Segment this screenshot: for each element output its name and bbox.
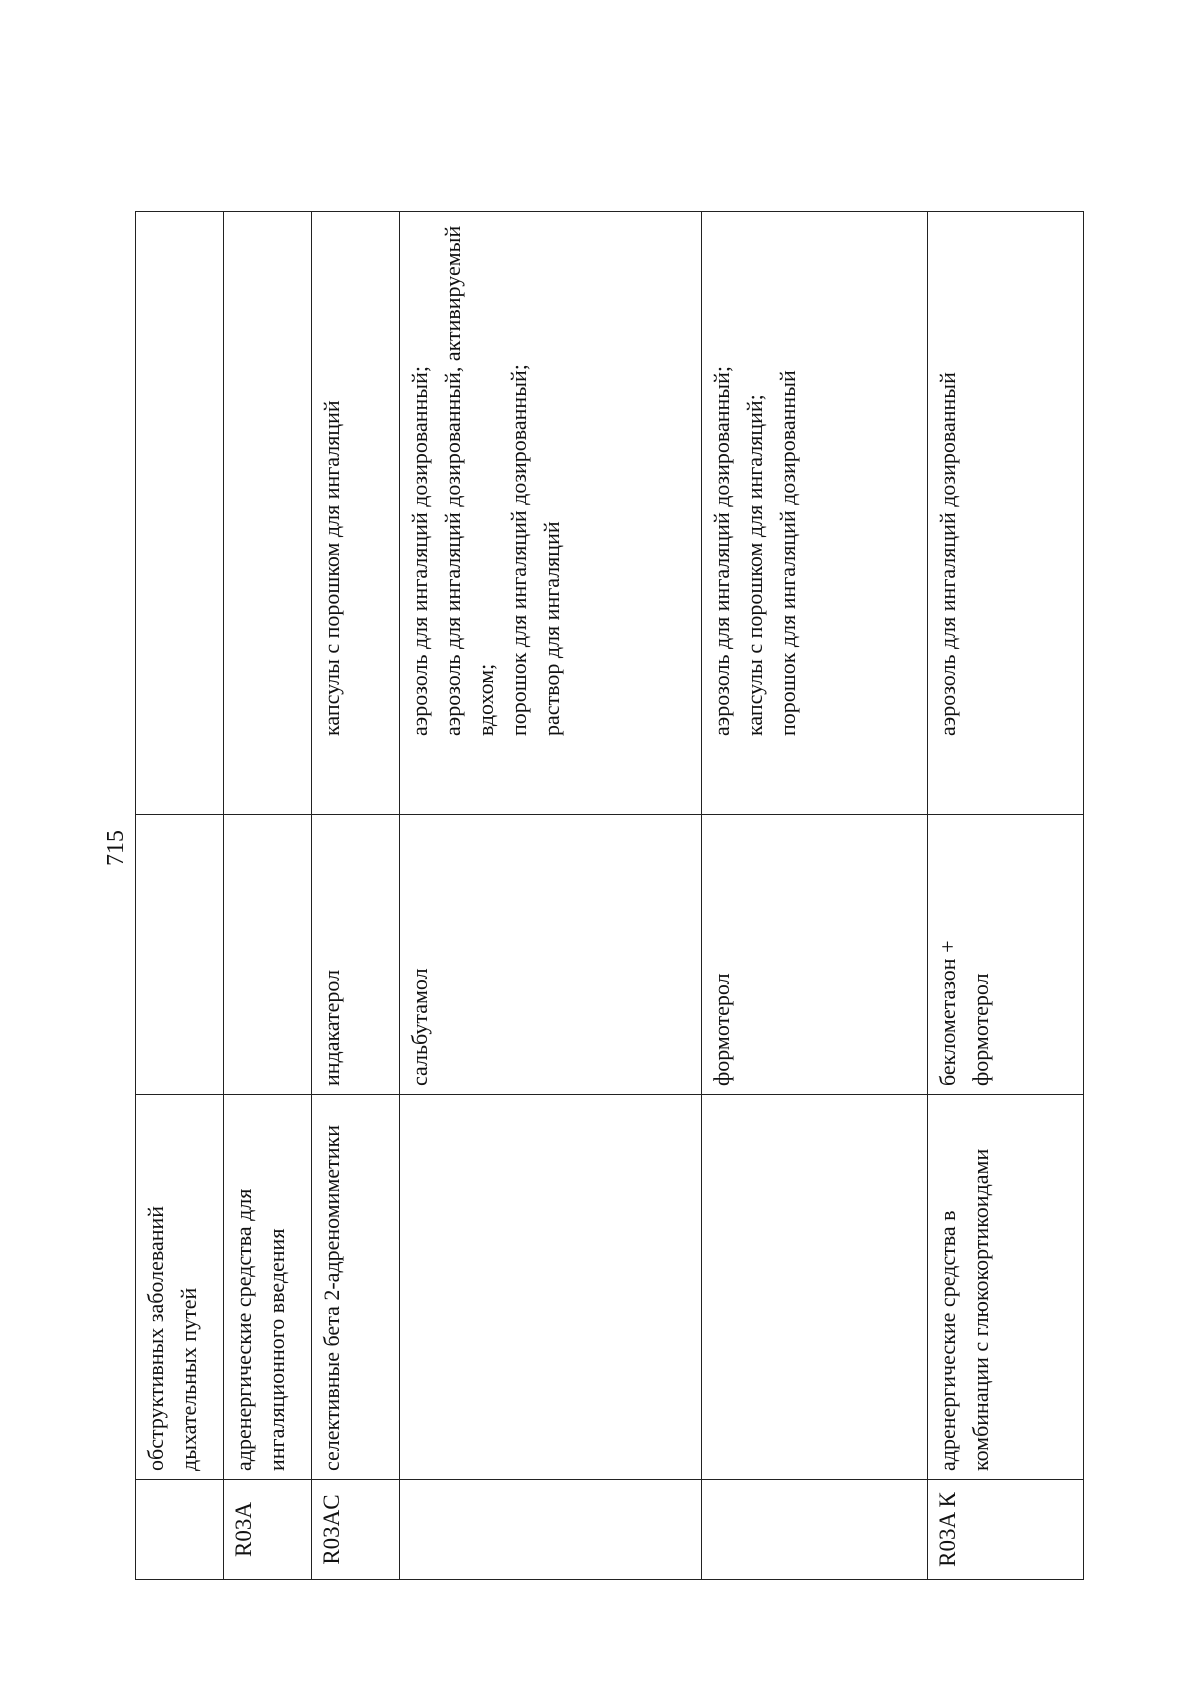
- table-row: [702, 212, 928, 1580]
- atc-code-cell: [400, 1480, 702, 1580]
- active-substance-cell: формотерол: [702, 815, 928, 1095]
- table-row: [136, 212, 224, 1580]
- drug-table: [135, 211, 1084, 1580]
- table-row: [312, 212, 400, 1580]
- atc-code-cell: R03A К: [928, 1480, 1084, 1580]
- dosage-form: капсулы с порошком для ингаляций: [319, 400, 344, 736]
- dosage-forms-cell: [224, 212, 312, 815]
- table-row: [400, 212, 702, 1580]
- pharmacological-group-cell: [400, 1095, 702, 1480]
- dosage-form: аэрозоль для ингаляций дозированный;: [407, 366, 432, 736]
- dosage-forms-cell: [312, 212, 400, 815]
- table-row: [928, 212, 1084, 1580]
- atc-code-cell: R03A: [224, 1480, 312, 1580]
- page-number: 715: [103, 830, 129, 866]
- dosage-forms-cell: [702, 212, 928, 815]
- atc-code-cell: [702, 1480, 928, 1580]
- pharmacological-group-cell: адренергические средства в комбинации с глюкокортикоидами: [928, 1095, 1084, 1480]
- pharmacological-group-cell: [702, 1095, 928, 1480]
- active-substance-cell: индакатерол: [312, 815, 400, 1095]
- table-row: [224, 212, 312, 1580]
- pharmacological-group-cell: обструктивных заболеваний дыхательных путей: [136, 1095, 224, 1480]
- pharmacological-group-cell: селективные бета 2-адреномиметики: [312, 1095, 400, 1480]
- active-substance-cell: беклометазон + формотерол: [928, 815, 1084, 1095]
- pharmacological-group-cell: адренергические средства для ингаляционного введения: [224, 1095, 312, 1480]
- dosage-form: капсулы с порошком для ингаляций;: [742, 394, 767, 736]
- page-canvas: [135, 212, 1083, 1580]
- dosage-form: порошок для ингаляций дозированный: [775, 370, 800, 736]
- dosage-form: раствор для ингаляций: [539, 521, 564, 736]
- dosage-form: аэрозоль для ингаляций дозированный;: [709, 366, 734, 736]
- atc-code-cell: R03AC: [312, 1480, 400, 1580]
- active-substance-cell: [136, 815, 224, 1095]
- dosage-form: порошок для ингаляций дозированный;: [506, 364, 531, 736]
- atc-code-cell: [136, 1480, 224, 1580]
- dosage-form: аэрозоль для ингаляций дозированный: [935, 372, 960, 736]
- active-substance-cell: [224, 815, 312, 1095]
- rotated-table-wrapper: [135, 212, 1083, 1580]
- dosage-form: аэрозоль для ингаляций дозированный, активируемый вдохом;: [440, 225, 498, 736]
- dosage-forms-cell: [136, 212, 224, 815]
- dosage-forms-cell: [400, 212, 702, 815]
- active-substance-cell: сальбутамол: [400, 815, 702, 1095]
- dosage-forms-cell: [928, 212, 1084, 815]
